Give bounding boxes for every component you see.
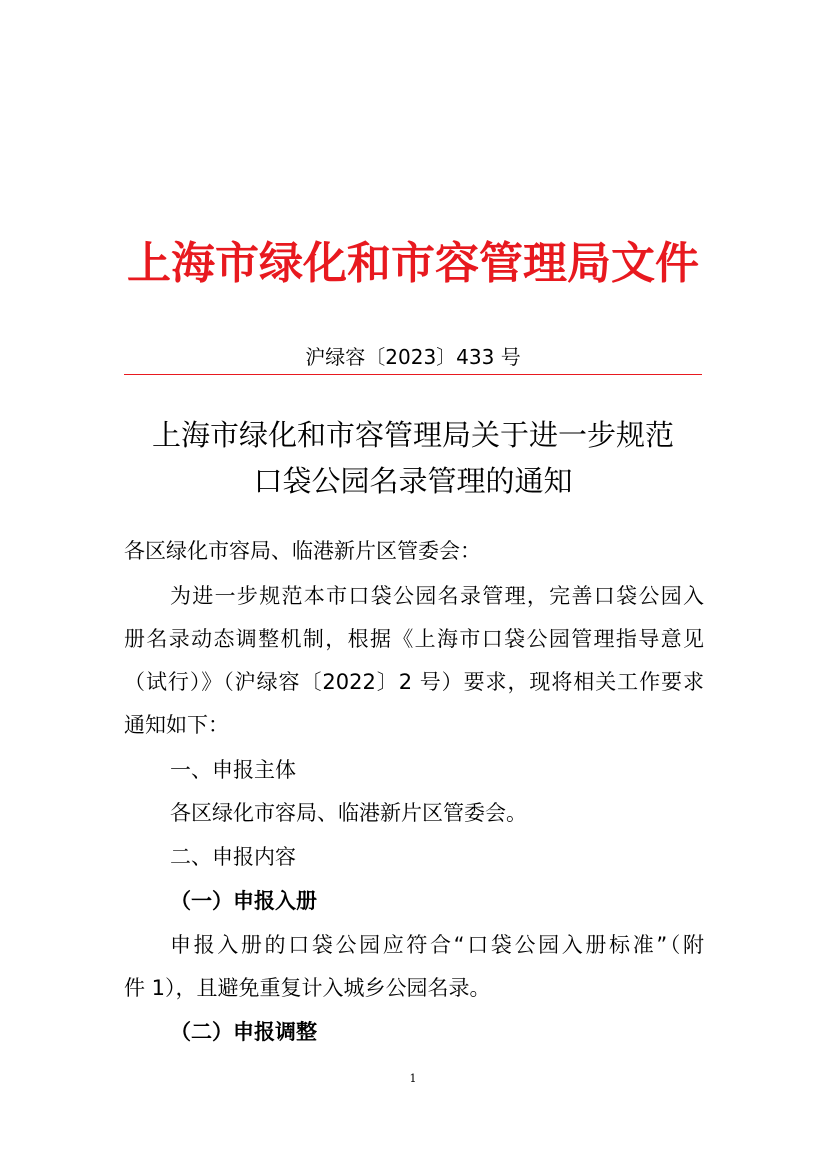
notice-title xyxy=(0,412,826,504)
notice-title-line-2: 口袋公园名录管理的通知 xyxy=(253,464,573,498)
page-number: 1 xyxy=(409,1072,417,1085)
intro-line-2: 册名录动态调整机制，根据《上海市口袋公园管理指导意见 xyxy=(124,627,704,651)
red-divider-line xyxy=(124,374,702,375)
section-2-heading: 二、申报内容 xyxy=(170,845,296,869)
subsection-1-line-1: 申报入册的口袋公园应符合“口袋公园入册标准”（附 xyxy=(170,933,704,957)
masthead-title: 上海市绿化和市容管理局文件 xyxy=(127,238,699,289)
subsection-2-heading: （二）申报调整 xyxy=(170,1020,317,1044)
intro-line-3: （试行）》（沪绿容〔2022〕2 号）要求，现将相关工作要求 xyxy=(124,670,704,694)
document-number: 沪绿容〔2023〕433 号 xyxy=(305,345,521,369)
notice-title-line-1: 上海市绿化和市容管理局关于进一步规范 xyxy=(151,418,674,452)
salutation: 各区绿化市容局、临港新片区管委会： xyxy=(124,539,481,563)
section-1-text: 各区绿化市容局、临港新片区管委会。 xyxy=(170,801,527,825)
section-1-heading: 一、申报主体 xyxy=(170,758,296,782)
subsection-1-heading: （一）申报入册 xyxy=(170,889,317,913)
subsection-1-line-2: 件 1），且避免重复计入城乡公园名录。 xyxy=(124,976,491,1000)
intro-line-4: 通知如下： xyxy=(124,713,229,737)
intro-line-1: 为进一步规范本市口袋公园名录管理，完善口袋公园入 xyxy=(170,584,704,608)
